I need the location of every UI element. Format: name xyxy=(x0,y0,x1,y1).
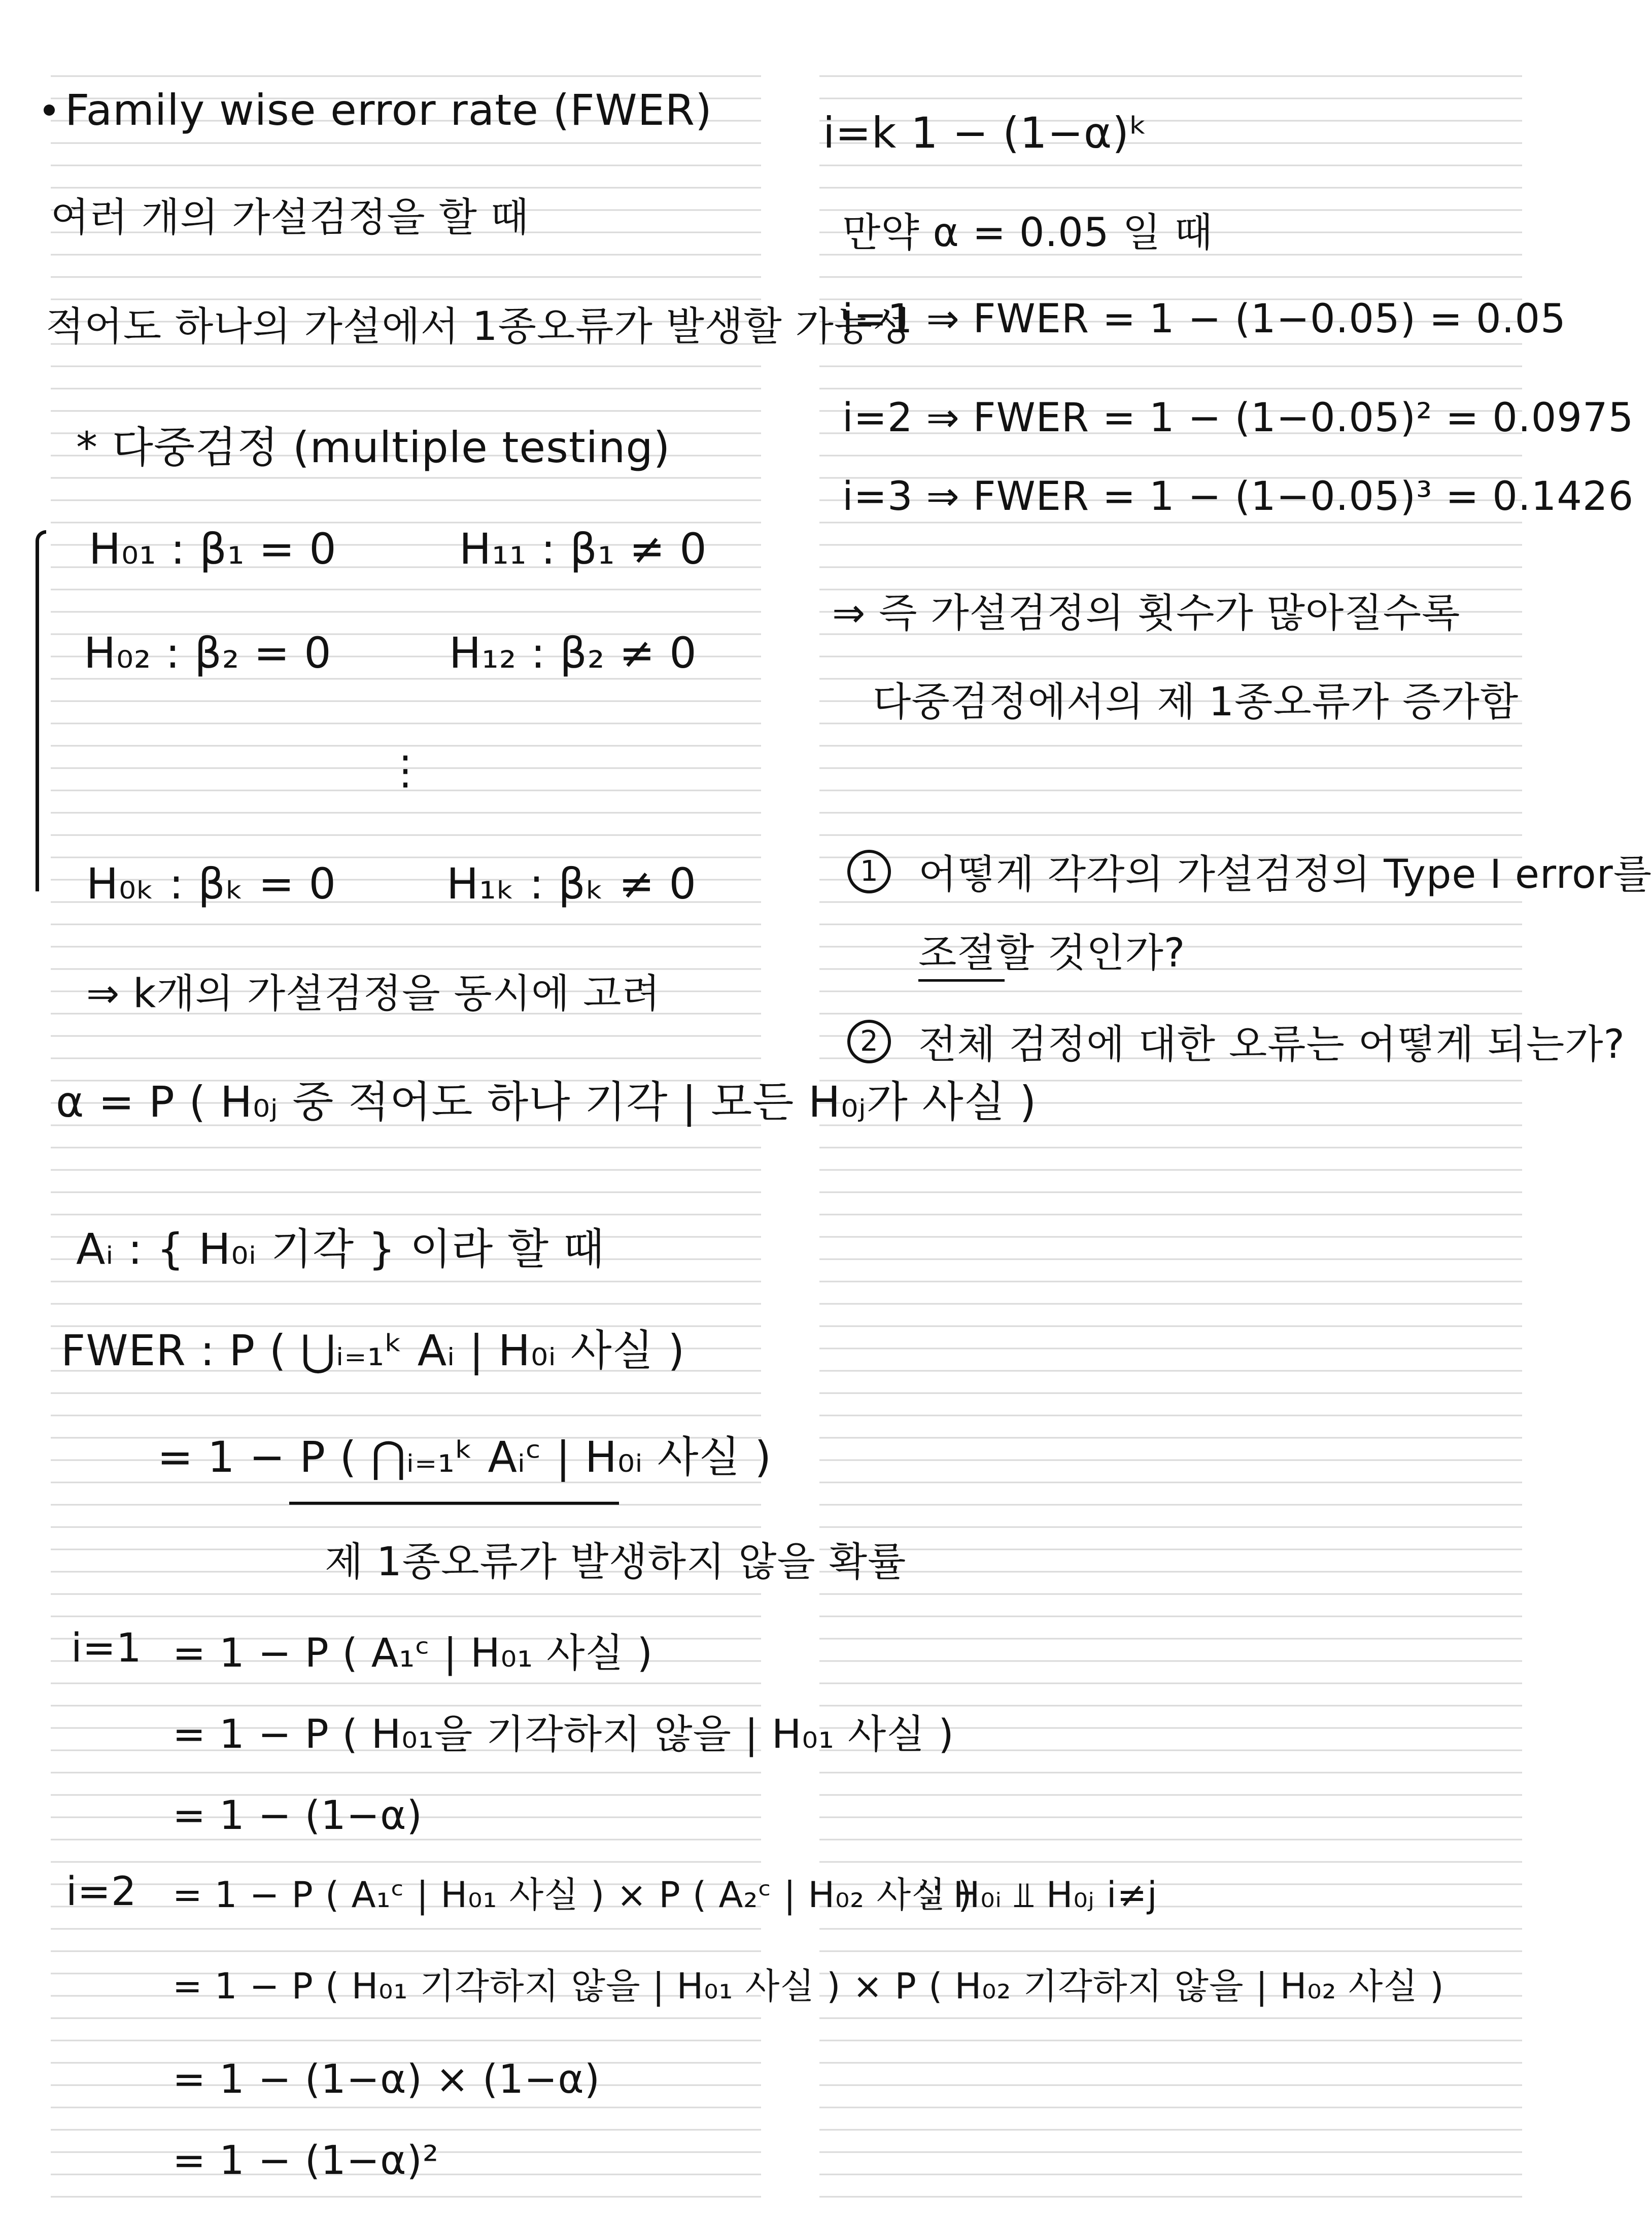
question-1-underline xyxy=(918,979,1005,982)
case-i2-line1: = 1 − P ( A₁ᶜ | H₀₁ 사실 ) × P ( A₂ᶜ | H₀₂ 사실 ) xyxy=(173,1874,973,1916)
conclusion-line-1: ⇒ 즉 가설검정의 횟수가 많아질수록 xyxy=(832,591,1461,636)
case-i2-line3: = 1 − (1−α) × (1−α) xyxy=(173,2057,601,2102)
question-2-number: 2 xyxy=(847,1020,891,1063)
intro-line-1: 여러 개의 가설검정을 할 때 xyxy=(51,195,530,240)
bullet-dot xyxy=(44,105,55,116)
question-2-line-1: 전체 검정에 대한 오류는 어떻게 되는가? xyxy=(918,1022,1625,1067)
multiple-testing-heading: * 다중검정 (multiple testing) xyxy=(76,423,671,472)
case-i2-independence: ∵ H₀ᵢ ⫫ H₀ⱼ i≠j xyxy=(918,1874,1158,1916)
hypothesis-h0k: H₀ₖ : βₖ = 0 xyxy=(86,859,336,909)
example-i1: i=1 ⇒ FWER = 1 − (1−0.05) = 0.05 xyxy=(842,296,1566,342)
case-i1-line3: = 1 − (1−α) xyxy=(173,1793,423,1839)
fwer-definition: FWER : P ( ⋃ᵢ₌₁ᵏ Aᵢ | H₀ᵢ 사실 ) xyxy=(61,1326,685,1375)
case-i1-line2: = 1 − P ( H₀₁을 기각하지 않을 | H₀₁ 사실 ) xyxy=(173,1712,954,1757)
case-i2-line4: = 1 − (1−α)² xyxy=(173,2138,439,2184)
hypothesis-ellipsis: ⋮ xyxy=(386,748,426,793)
intro-line-2: 적어도 하나의 가설에서 1종오류가 발생할 가능성 xyxy=(46,304,912,350)
question-1-number: 1 xyxy=(847,850,891,893)
hypothesis-h12: H₁₂ : β₂ ≠ 0 xyxy=(449,628,697,678)
page-title: Family wise error rate (FWER) xyxy=(65,85,712,135)
case-i2-line2: = 1 − P ( H₀₁ 기각하지 않을 | H₀₁ 사실 ) × P ( H₀₂ 기각하지 않을 | H₀₂ 사실 ) xyxy=(173,1965,1444,2007)
question-1-line-2: 조절할 것인가? xyxy=(918,930,1186,976)
case-i1-line1: = 1 − P ( A₁ᶜ | H₀₁ 사실 ) xyxy=(173,1631,653,1676)
k-tests-note: ⇒ k개의 가설검정을 동시에 고려 xyxy=(86,971,661,1017)
alpha-definition: α = P ( H₀ⱼ 중 적어도 하나 기각 | 모든 H₀ⱼ가 사실 ) xyxy=(56,1077,1037,1127)
example-i2: i=2 ⇒ FWER = 1 − (1−0.05)² = 0.0975 xyxy=(842,395,1634,441)
case-i1-label: i=1 xyxy=(71,1625,142,1671)
alpha-assumption: 만약 α = 0.05 일 때 xyxy=(842,210,1213,256)
question-1-line-1: 어떻게 각각의 가설검정의 Type I error를 xyxy=(918,852,1652,897)
hypothesis-h1k: H₁ₖ : βₖ ≠ 0 xyxy=(446,859,697,909)
conclusion-line-2: 다중검정에서의 제 1종오류가 증가함 xyxy=(873,679,1519,725)
complement-note: 제 1종오류가 발생하지 않을 확률 xyxy=(325,1539,907,1585)
complement-underline xyxy=(289,1502,619,1505)
hypothesis-h02: H₀₂ : β₂ = 0 xyxy=(84,628,332,678)
fwer-complement: = 1 − P ( ⋂ᵢ₌₁ᵏ Aᵢᶜ | H₀ᵢ 사실 ) xyxy=(157,1432,772,1482)
hypothesis-h11: H₁₁ : β₁ ≠ 0 xyxy=(459,524,707,574)
ai-definition: Aᵢ : { H₀ᵢ 기각 } 이라 할 때 xyxy=(76,1224,605,1274)
general-case: i=k 1 − (1−α)ᵏ xyxy=(823,108,1148,158)
case-i2-label: i=2 xyxy=(66,1869,137,1915)
hypothesis-h01: H₀₁ : β₁ = 0 xyxy=(89,524,337,574)
example-i3: i=3 ⇒ FWER = 1 − (1−0.05)³ = 0.1426 xyxy=(842,474,1634,520)
hypothesis-bracket xyxy=(36,530,46,891)
